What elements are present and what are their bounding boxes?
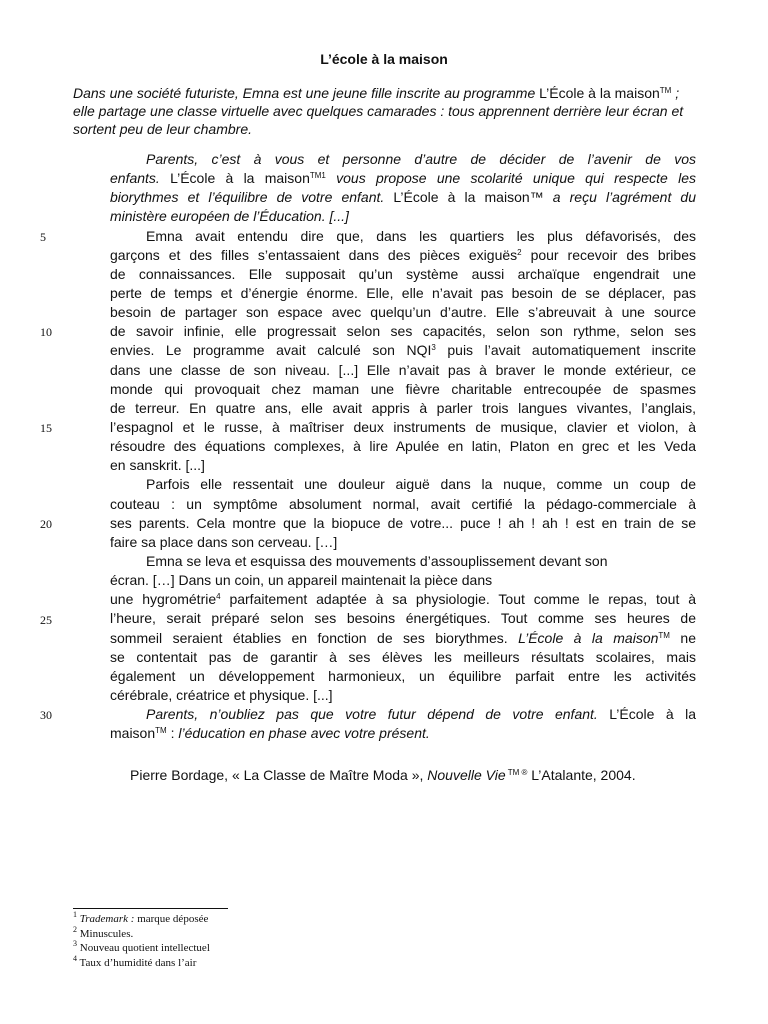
text-segment: maison <box>110 725 156 742</box>
intro-brand-name: L’École à la maison <box>535 85 660 101</box>
footnote <box>73 953 210 971</box>
text-segment: enfants. <box>110 170 160 187</box>
text-segment: l’éducation en phase avec votre présent. <box>178 725 430 742</box>
superscript-mark: TM <box>658 630 670 640</box>
text-line <box>110 341 696 360</box>
text-line <box>110 686 696 705</box>
text-segment: écran. […] Dans un coin, un appareil maintenait la pièce dans <box>110 572 493 589</box>
text-segment: L’École à la maison™ <box>384 189 553 206</box>
footnote-text: Taux d’humidité dans l’air <box>77 956 197 969</box>
line-number: 30 <box>40 708 52 723</box>
text-line <box>110 590 696 609</box>
text-segment: perte de temps et d’énergie énorme. Elle, elle n’avait pas besoin de se déplacer, pas <box>110 284 696 301</box>
text-segment: ministère européen de l’Éducation. [...] <box>110 208 349 225</box>
footnote-text: Minuscules. <box>77 927 134 940</box>
text-segment: ses parents. Cela montre que la biopuce de votre... puce ! ah ! ah ! est en train de se <box>110 514 696 531</box>
text-line <box>110 284 696 303</box>
source-publisher: L’Atalante, 2004. <box>527 767 636 783</box>
text-line <box>110 207 696 226</box>
line-number: 5 <box>40 229 46 244</box>
text-segment: une hygrométrie <box>110 591 217 608</box>
text-segment: l’espagnol et le russe, à maîtriser deux instruments de musique, clavier et violon, à <box>110 418 696 435</box>
superscript-mark: 4 <box>216 592 221 602</box>
intro-paragraph <box>73 84 698 138</box>
footnote-text: Nouveau quotient intellectuel <box>77 942 210 954</box>
text-line <box>110 705 696 724</box>
text-line <box>110 475 696 494</box>
intro-text-end: ; elle partage une classe virtuelle avec quelques camarades : tous apprennent derrière leur écran et sortent peu de leur chambre. <box>73 85 684 137</box>
text-line <box>110 322 696 341</box>
footnote-number: 3 <box>73 939 77 948</box>
text-segment: L’École à la maison <box>159 170 310 187</box>
text-line <box>110 361 696 380</box>
text-segment: Emna avait entendu dire que, dans les quartiers les plus défavorisés, des <box>146 227 696 244</box>
source-trademark-marks: TM ® <box>505 768 528 777</box>
text-line <box>110 188 696 207</box>
text-line <box>110 629 696 648</box>
text-line <box>110 227 696 246</box>
text-segment: de terreur. En quatre ans, elle avait appris à parler trois langues vivantes, l’anglais, <box>110 399 696 416</box>
text-segment: pour recevoir des bribes <box>521 246 696 263</box>
text-line <box>110 495 696 514</box>
text-line <box>110 246 696 265</box>
text-segment: couteau : un symptôme absolument normal, avait certifié la pédago-commerciale à <box>110 495 696 512</box>
intro-trademark-sign: TM <box>659 86 672 95</box>
text-segment: Parents, n’oubliez pas que votre futur dépend de votre enfant. <box>146 706 598 723</box>
text-segment: en sanskrit. [...] <box>110 457 205 474</box>
superscript-mark: 3 <box>431 343 436 353</box>
text-segment: vous propose une scolarité unique qui respecte les <box>325 170 696 187</box>
footnote <box>73 912 210 927</box>
source-citation <box>130 767 636 783</box>
text-segment: de connaissances. Elle supposait qu’un système aussi archaïque engendrait une <box>110 265 696 282</box>
line-number: 10 <box>40 325 52 340</box>
text-segment: résoudre des équations complexes, à lire Apulée en latin, Platon en grec et les Veda <box>110 438 696 455</box>
text-segment: cérébrale, créatrice et physique. [...] <box>110 686 333 703</box>
text-segment: également un développement harmonieux, un équilibre parfait entre les activités <box>110 667 696 684</box>
footnotes <box>73 912 210 970</box>
text-segment: dans une classe de son niveau. [...] Elle n’avait pas à braver le monde extérieur, ce <box>110 361 696 378</box>
text-segment: de savoir infinie, elle progressait selon ses capacités, selon son rythme, selon ses <box>110 323 696 340</box>
text-line <box>110 303 696 322</box>
text-segment: se contentait pas de garantir à ses élèves les meilleurs résultats scolaires, mais <box>110 648 696 665</box>
text-line <box>110 533 696 552</box>
text-segment: L’École à la <box>597 706 696 723</box>
footnote-number: 4 <box>73 953 77 963</box>
text-segment: monde qui provoquait chez maman une fièvre charitable entrecoupée de spasmes <box>110 380 696 397</box>
extract-body <box>110 150 696 743</box>
text-segment: Parents, c’est à vous et personne d’autre de décider de l’avenir de vos <box>146 151 696 167</box>
footnote-separator <box>73 908 228 909</box>
text-segment: faire sa place dans son cerveau. […] <box>110 533 338 550</box>
text-segment: Parfois elle ressentait une douleur aiguë dans la nuque, comme un coup de <box>146 476 696 493</box>
text-segment: L’École à la maison <box>518 629 659 646</box>
superscript-mark: TM1 <box>309 171 326 181</box>
line-number: 25 <box>40 612 52 627</box>
text-segment: envies. Le programme avait calculé son NQI <box>110 342 432 359</box>
text-line <box>110 552 696 571</box>
text-line <box>110 456 696 475</box>
footnote-number: 1 <box>73 910 77 919</box>
text-segment: l’heure, serait préparé selon ses besoins énergétiques. Tout comme ses heures de <box>110 610 696 627</box>
text-line <box>110 418 696 437</box>
text-segment: besoin de partager son espace avec quelqu’un d’autre. Elle s’abreuvait à une source <box>110 304 696 321</box>
text-segment: puis l’avait automatiquement inscrite <box>435 342 696 359</box>
text-line <box>110 437 696 456</box>
page-title: L’école à la maison <box>320 51 448 67</box>
text-segment: biorythmes et l’équilibre de votre enfant. <box>110 189 385 206</box>
superscript-mark: 2 <box>517 247 522 257</box>
text-segment: ne <box>669 629 696 646</box>
text-segment: parfaitement adaptée à sa physiologie. Tout comme le repas, tout à <box>220 591 696 608</box>
footnote-number: 2 <box>73 924 77 934</box>
text-line <box>110 514 696 533</box>
text-segment: : <box>166 725 179 742</box>
text-line <box>110 667 696 686</box>
intro-text-start: Dans une société futuriste, Emna est une jeune fille inscrite au programme <box>73 85 536 101</box>
text-line <box>110 380 696 399</box>
text-line <box>110 169 696 188</box>
text-line <box>110 571 696 590</box>
text-segment: Emna se leva et esquissa des mouvements d’assouplissement devant son <box>146 552 608 569</box>
source-author: Pierre Bordage, « La Classe de Maître Moda », <box>130 767 428 783</box>
text-line <box>110 609 696 628</box>
superscript-mark: TM <box>155 726 167 736</box>
footnote <box>73 924 210 942</box>
footnote <box>73 941 210 956</box>
footnote-term: Trademark : <box>77 913 135 925</box>
footnote-text: marque déposée <box>134 913 209 925</box>
line-number: 15 <box>40 421 52 436</box>
text-line <box>110 399 696 418</box>
text-line <box>110 648 696 667</box>
text-segment: garçons et des filles s’entassaient dans des pièces exiguës <box>110 246 518 263</box>
text-line <box>110 724 696 743</box>
text-segment: sommeil seraient établies en fonction de ses biorythmes. <box>110 629 519 646</box>
text-segment: a reçu l’agrément du <box>552 189 696 206</box>
text-line <box>110 265 696 284</box>
source-book-title: Nouvelle Vie <box>427 767 506 783</box>
line-number: 20 <box>40 516 52 531</box>
text-line <box>110 150 696 169</box>
